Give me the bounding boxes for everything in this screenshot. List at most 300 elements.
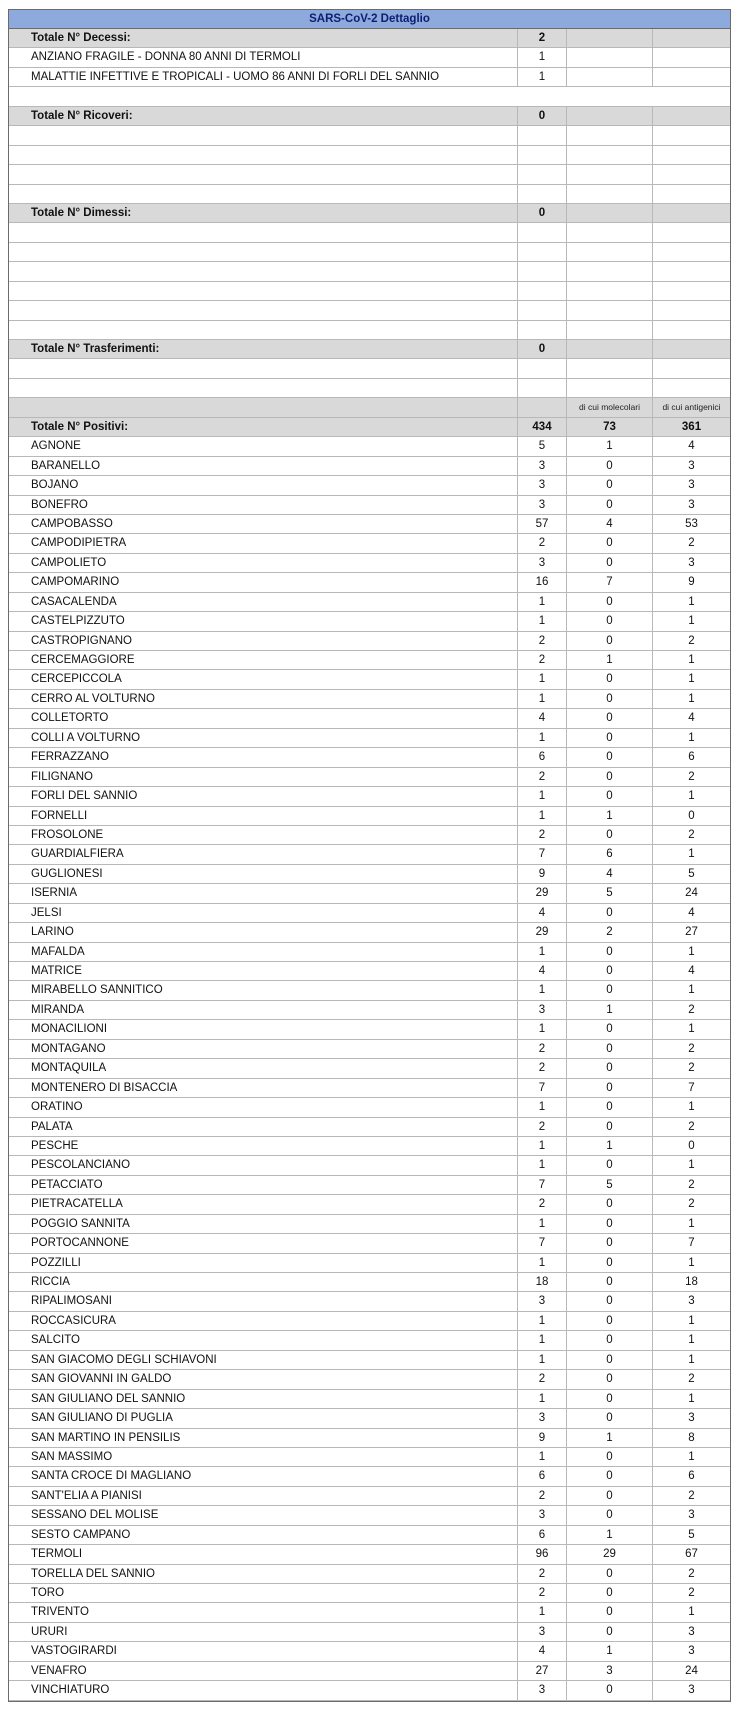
comune-name: CAMPODIPIETRA xyxy=(9,534,518,552)
comune-name: CERCEMAGGIORE xyxy=(9,651,518,669)
comune-name: PETACCIATO xyxy=(9,1176,518,1194)
comune-name: POGGIO SANNITA xyxy=(9,1215,518,1233)
comune-antigenici: 1 xyxy=(688,945,695,958)
comune-name: SAN MASSIMO xyxy=(9,1448,518,1466)
comune-molecolari: 0 xyxy=(567,787,653,805)
comune-antigenici: 2 xyxy=(688,770,695,783)
table-row xyxy=(9,904,730,923)
table-row xyxy=(9,1292,730,1311)
comune-antigenici: 5 xyxy=(688,1528,695,1541)
comune-molecolari: 0 xyxy=(567,1195,653,1213)
empty-cell xyxy=(9,185,518,203)
empty-cell xyxy=(567,126,653,144)
comune-name: VENAFRO xyxy=(9,1662,518,1680)
comune-name: PALATA xyxy=(9,1118,518,1136)
table-row xyxy=(9,981,730,1000)
comune-molecolari: 0 xyxy=(567,1351,653,1369)
table-row xyxy=(9,845,730,864)
table-row xyxy=(9,709,730,728)
comune-antigenici: 2 xyxy=(688,1198,695,1211)
comune-antigenici: 3 xyxy=(688,459,695,472)
comune-total: 1 xyxy=(518,1215,567,1233)
table-row xyxy=(9,1370,730,1389)
table-row xyxy=(9,1020,730,1039)
comune-name: MIRABELLO SANNITICO xyxy=(9,981,518,999)
table-row xyxy=(9,554,730,573)
comune-molecolari: 1 xyxy=(567,807,653,825)
comune-total: 3 xyxy=(518,554,567,572)
empty-cell xyxy=(653,146,730,164)
comune-total: 2 xyxy=(518,1565,567,1583)
comune-antigenici: 2 xyxy=(688,1373,695,1386)
table-row xyxy=(9,1623,730,1642)
comune-name: SESTO CAMPANO xyxy=(9,1526,518,1544)
comune-antigenici: 1 xyxy=(688,1334,695,1347)
comune-antigenici: 1 xyxy=(688,1256,695,1269)
comune-name: TRIVENTO xyxy=(9,1603,518,1621)
comune-name: AGNONE xyxy=(9,437,518,455)
empty-cell xyxy=(567,48,653,66)
comune-name: COLLETORTO xyxy=(9,709,518,727)
table-row xyxy=(9,1448,730,1467)
comune-antigenici: 4 xyxy=(688,440,695,453)
comune-antigenici: 4 xyxy=(688,712,695,725)
table-row xyxy=(9,496,730,515)
table-row xyxy=(9,1331,730,1350)
comune-molecolari: 0 xyxy=(567,1681,653,1699)
comune-molecolari: 1 xyxy=(567,1429,653,1447)
table-row xyxy=(9,593,730,612)
decessi-label: Totale N° Decessi: xyxy=(9,29,518,47)
empty-cell xyxy=(653,223,730,241)
comune-total: 9 xyxy=(518,1429,567,1447)
comune-total: 4 xyxy=(518,962,567,980)
comune-molecolari: 7 xyxy=(567,573,653,591)
empty-cell xyxy=(518,379,567,397)
table-row xyxy=(9,962,730,981)
table-row xyxy=(9,865,730,884)
empty-cell xyxy=(9,379,518,397)
comune-molecolari: 0 xyxy=(567,1506,653,1524)
comune-antigenici: 24 xyxy=(685,887,698,900)
comune-antigenici: 18 xyxy=(685,1276,698,1288)
comune-antigenici: 5 xyxy=(688,867,695,880)
comune-antigenici: 67 xyxy=(685,1548,698,1561)
table-row xyxy=(9,476,730,495)
table-row xyxy=(9,1467,730,1486)
comune-molecolari: 4 xyxy=(567,865,653,883)
comune-total: 2 xyxy=(518,651,567,669)
comune-antigenici: 1 xyxy=(688,731,695,744)
comune-total: 1 xyxy=(518,807,567,825)
comune-total: 1 xyxy=(518,593,567,611)
table-row xyxy=(9,1254,730,1273)
comune-total: 1 xyxy=(518,943,567,961)
comune-name: MONTAQUILA xyxy=(9,1059,518,1077)
comune-name: PIETRACATELLA xyxy=(9,1195,518,1213)
ricoveri-empty-rows xyxy=(9,126,730,204)
table-row xyxy=(9,729,730,748)
comune-name: GUGLIONESI xyxy=(9,865,518,883)
comune-name: CAMPOLIETO xyxy=(9,554,518,572)
empty-cell xyxy=(567,321,653,339)
comune-total: 16 xyxy=(518,573,567,591)
empty-cell xyxy=(567,223,653,241)
comune-molecolari: 0 xyxy=(567,1390,653,1408)
comune-total: 4 xyxy=(518,904,567,922)
comune-antigenici: 7 xyxy=(688,1081,695,1094)
trasferimenti-label: Totale N° Trasferimenti: xyxy=(9,340,518,358)
table-row xyxy=(9,1312,730,1331)
comune-molecolari: 5 xyxy=(567,884,653,902)
table-row xyxy=(9,1351,730,1370)
table-row xyxy=(9,515,730,534)
empty-row xyxy=(9,223,730,242)
empty-cell xyxy=(567,146,653,164)
empty-cell xyxy=(518,126,567,144)
empty-cell xyxy=(9,301,518,319)
comune-molecolari: 0 xyxy=(567,1370,653,1388)
comune-molecolari: 5 xyxy=(567,1176,653,1194)
spacer-row xyxy=(9,87,730,106)
comune-total: 27 xyxy=(518,1662,567,1680)
comune-molecolari: 0 xyxy=(567,457,653,475)
comune-name: PESCOLANCIANO xyxy=(9,1156,518,1174)
comune-molecolari: 0 xyxy=(567,1254,653,1272)
comune-molecolari: 0 xyxy=(567,1312,653,1330)
decessi-row xyxy=(9,68,730,87)
comune-name: CAMPOBASSO xyxy=(9,515,518,533)
comune-total: 1 xyxy=(518,981,567,999)
empty-cell xyxy=(653,165,730,183)
comune-molecolari: 0 xyxy=(567,476,653,494)
empty-cell xyxy=(518,301,567,319)
comune-antigenici: 2 xyxy=(688,1003,695,1016)
empty-row xyxy=(9,126,730,145)
empty-row xyxy=(9,282,730,301)
comune-name: CERCEPICCOLA xyxy=(9,670,518,688)
comune-name: RICCIA xyxy=(9,1273,518,1291)
comune-name: PORTOCANNONE xyxy=(9,1234,518,1252)
comune-name: VINCHIATURO xyxy=(9,1681,518,1699)
comune-total: 3 xyxy=(518,1681,567,1699)
comune-molecolari: 0 xyxy=(567,1040,653,1058)
comune-total: 3 xyxy=(518,1292,567,1310)
table-row xyxy=(9,612,730,631)
table-row xyxy=(9,1662,730,1681)
comune-antigenici: 1 xyxy=(688,984,695,997)
positivi-label: Totale N° Positivi: xyxy=(9,418,518,436)
empty-cell xyxy=(9,87,730,105)
empty-cell xyxy=(518,223,567,241)
comune-name: SAN GIOVANNI IN GALDO xyxy=(9,1370,518,1388)
comune-total: 7 xyxy=(518,1176,567,1194)
table-row xyxy=(9,1603,730,1622)
comune-total: 29 xyxy=(518,923,567,941)
empty-cell xyxy=(653,321,730,339)
empty-cell xyxy=(567,185,653,203)
empty-cell xyxy=(567,165,653,183)
comune-molecolari: 1 xyxy=(567,437,653,455)
comune-molecolari: 0 xyxy=(567,1079,653,1097)
empty-cell xyxy=(567,262,653,280)
comune-molecolari: 0 xyxy=(567,496,653,514)
comune-name: CAMPOMARINO xyxy=(9,573,518,591)
comune-name: MONTAGANO xyxy=(9,1040,518,1058)
comune-molecolari: 0 xyxy=(567,1118,653,1136)
comune-total: 2 xyxy=(518,1195,567,1213)
comune-antigenici: 1 xyxy=(688,1159,695,1172)
table-row xyxy=(9,632,730,651)
comune-name: TORO xyxy=(9,1584,518,1602)
table-row xyxy=(9,1487,730,1506)
table-row xyxy=(9,1681,730,1700)
comune-name: SAN GIULIANO DI PUGLIA xyxy=(9,1409,518,1427)
comune-name: MAFALDA xyxy=(9,943,518,961)
comune-name: RIPALIMOSANI xyxy=(9,1292,518,1310)
comune-total: 1 xyxy=(518,1351,567,1369)
comune-molecolari: 1 xyxy=(567,1001,653,1019)
comune-molecolari: 0 xyxy=(567,534,653,552)
comune-molecolari: 0 xyxy=(567,1584,653,1602)
comune-molecolari: 0 xyxy=(567,1623,653,1641)
table-row xyxy=(9,1565,730,1584)
comune-name: FERRAZZANO xyxy=(9,748,518,766)
table-row xyxy=(9,1215,730,1234)
comune-antigenici: 2 xyxy=(688,828,695,841)
comune-molecolari: 1 xyxy=(567,1526,653,1544)
comune-total: 1 xyxy=(518,1390,567,1408)
comune-total: 3 xyxy=(518,457,567,475)
comune-antigenici: 3 xyxy=(688,1625,695,1638)
comune-molecolari: 1 xyxy=(567,651,653,669)
table-row xyxy=(9,1234,730,1253)
empty-cell xyxy=(518,243,567,261)
positivi-header-row xyxy=(9,418,730,437)
table-row xyxy=(9,534,730,553)
comune-total: 2 xyxy=(518,1487,567,1505)
table-row xyxy=(9,1156,730,1175)
comune-name: CASTROPIGNANO xyxy=(9,632,518,650)
empty-cell xyxy=(567,204,653,222)
empty-cell xyxy=(567,379,653,397)
ricoveri-total: 0 xyxy=(518,107,567,125)
table-row xyxy=(9,1079,730,1098)
comune-total: 29 xyxy=(518,884,567,902)
comune-antigenici: 1 xyxy=(688,692,695,705)
table-row xyxy=(9,1098,730,1117)
table-row xyxy=(9,1429,730,1448)
comune-total: 2 xyxy=(518,1118,567,1136)
comune-total: 2 xyxy=(518,768,567,786)
comune-molecolari: 0 xyxy=(567,904,653,922)
comune-total: 1 xyxy=(518,1254,567,1272)
table-row xyxy=(9,923,730,942)
comune-antigenici: 1 xyxy=(688,673,695,686)
comune-total: 6 xyxy=(518,1526,567,1544)
empty-cell xyxy=(9,165,518,183)
comune-molecolari: 0 xyxy=(567,709,653,727)
comune-name: ISERNIA xyxy=(9,884,518,902)
decessi-total: 2 xyxy=(518,29,567,47)
comune-antigenici: 2 xyxy=(688,1042,695,1055)
comune-molecolari: 0 xyxy=(567,593,653,611)
comune-name: SESSANO DEL MOLISE xyxy=(9,1506,518,1524)
ricoveri-header-row xyxy=(9,107,730,126)
comune-antigenici: 2 xyxy=(688,1120,695,1133)
empty-cell xyxy=(567,359,653,377)
comune-total: 1 xyxy=(518,1603,567,1621)
comune-antigenici: 3 xyxy=(688,498,695,511)
empty-cell xyxy=(518,165,567,183)
comune-total: 2 xyxy=(518,534,567,552)
comune-antigenici: 6 xyxy=(688,751,695,764)
comune-antigenici: 24 xyxy=(685,1664,698,1677)
comune-molecolari: 1 xyxy=(567,1137,653,1155)
decessi-name: ANZIANO FRAGILE - DONNA 80 ANNI DI TERMOLI xyxy=(9,48,518,66)
comune-total: 1 xyxy=(518,787,567,805)
table-row xyxy=(9,1545,730,1564)
empty-cell xyxy=(9,126,518,144)
comune-antigenici: 4 xyxy=(688,906,695,919)
empty-cell xyxy=(9,359,518,377)
comune-total: 2 xyxy=(518,1040,567,1058)
table-row xyxy=(9,1195,730,1214)
table-row xyxy=(9,437,730,456)
table-row xyxy=(9,651,730,670)
comune-total: 3 xyxy=(518,1001,567,1019)
decessi-header-row xyxy=(9,29,730,48)
comune-molecolari: 0 xyxy=(567,1487,653,1505)
comune-antigenici: 0 xyxy=(688,1139,695,1152)
col-antigenici: di cui antigenici xyxy=(662,402,721,413)
comune-name: COLLI A VOLTURNO xyxy=(9,729,518,747)
comune-total: 1 xyxy=(518,1156,567,1174)
comune-molecolari: 4 xyxy=(567,515,653,533)
table-row xyxy=(9,768,730,787)
empty-cell xyxy=(9,223,518,241)
comune-name: CERRO AL VOLTURNO xyxy=(9,690,518,708)
comune-antigenici: 2 xyxy=(688,1489,695,1502)
empty-cell xyxy=(567,243,653,261)
comune-antigenici: 27 xyxy=(685,926,698,939)
comune-molecolari: 0 xyxy=(567,826,653,844)
col-molecolari: di cui molecolari xyxy=(567,398,653,416)
comune-molecolari: 0 xyxy=(567,1098,653,1116)
table-row xyxy=(9,690,730,709)
comune-total: 18 xyxy=(518,1273,567,1291)
table-row xyxy=(9,1176,730,1195)
empty-row xyxy=(9,243,730,262)
comune-total: 3 xyxy=(518,1409,567,1427)
empty-cell xyxy=(567,301,653,319)
comune-antigenici: 53 xyxy=(685,517,698,530)
comune-name: BARANELLO xyxy=(9,457,518,475)
table-row xyxy=(9,1526,730,1545)
table-row xyxy=(9,943,730,962)
empty-cell xyxy=(518,398,567,416)
comune-antigenici: 1 xyxy=(688,1023,695,1036)
table-row xyxy=(9,1059,730,1078)
comune-antigenici: 3 xyxy=(688,556,695,569)
table-row xyxy=(9,457,730,476)
comune-name: CASTELPIZZUTO xyxy=(9,612,518,630)
table-row xyxy=(9,573,730,592)
empty-cell xyxy=(567,68,653,86)
comune-total: 1 xyxy=(518,1098,567,1116)
comune-molecolari: 0 xyxy=(567,1292,653,1310)
comune-total: 9 xyxy=(518,865,567,883)
comune-total: 96 xyxy=(518,1545,567,1563)
comune-molecolari: 0 xyxy=(567,962,653,980)
comune-antigenici: 0 xyxy=(688,809,695,822)
comune-antigenici: 1 xyxy=(688,615,695,628)
empty-cell xyxy=(653,126,730,144)
empty-cell xyxy=(567,340,653,358)
empty-cell xyxy=(9,262,518,280)
comune-antigenici: 3 xyxy=(688,1412,695,1425)
empty-cell xyxy=(9,146,518,164)
comune-name: POZZILLI xyxy=(9,1254,518,1272)
empty-cell xyxy=(518,262,567,280)
table-row xyxy=(9,1040,730,1059)
comune-antigenici: 3 xyxy=(688,1645,695,1658)
comune-total: 2 xyxy=(518,1059,567,1077)
comune-antigenici: 7 xyxy=(688,1237,695,1250)
dimessi-empty-rows xyxy=(9,223,730,340)
comune-molecolari: 29 xyxy=(567,1545,653,1563)
comune-molecolari: 0 xyxy=(567,632,653,650)
empty-row xyxy=(9,146,730,165)
comune-total: 1 xyxy=(518,1137,567,1155)
table-row xyxy=(9,748,730,767)
empty-row xyxy=(9,185,730,204)
empty-cell xyxy=(653,359,730,377)
comune-total: 7 xyxy=(518,845,567,863)
comune-total: 6 xyxy=(518,1467,567,1485)
comune-molecolari: 6 xyxy=(567,845,653,863)
table-row xyxy=(9,1506,730,1525)
comune-antigenici: 1 xyxy=(688,1450,695,1463)
comune-antigenici: 1 xyxy=(688,1353,695,1366)
ricoveri-label: Totale N° Ricoveri: xyxy=(9,107,518,125)
table-row xyxy=(9,884,730,903)
comune-name: FROSOLONE xyxy=(9,826,518,844)
comune-molecolari: 0 xyxy=(567,1215,653,1233)
comune-molecolari: 0 xyxy=(567,670,653,688)
comune-name: SAN MARTINO IN PENSILIS xyxy=(9,1429,518,1447)
comune-molecolari: 0 xyxy=(567,1059,653,1077)
comune-total: 1 xyxy=(518,1448,567,1466)
comune-name: TERMOLI xyxy=(9,1545,518,1563)
comune-name: MATRICE xyxy=(9,962,518,980)
empty-cell xyxy=(567,29,653,47)
dimessi-header-row xyxy=(9,204,730,223)
report-table xyxy=(8,9,731,1702)
comune-molecolari: 2 xyxy=(567,923,653,941)
comune-antigenici: 2 xyxy=(688,1587,695,1599)
decessi-count: 1 xyxy=(518,68,567,86)
decessi-count: 1 xyxy=(518,48,567,66)
comune-molecolari: 3 xyxy=(567,1662,653,1680)
empty-cell xyxy=(653,29,730,47)
empty-cell xyxy=(653,48,730,66)
empty-cell xyxy=(653,243,730,261)
comune-antigenici: 2 xyxy=(688,537,695,550)
empty-cell xyxy=(653,107,730,125)
empty-cell xyxy=(653,204,730,222)
comune-antigenici: 1 xyxy=(688,654,695,666)
